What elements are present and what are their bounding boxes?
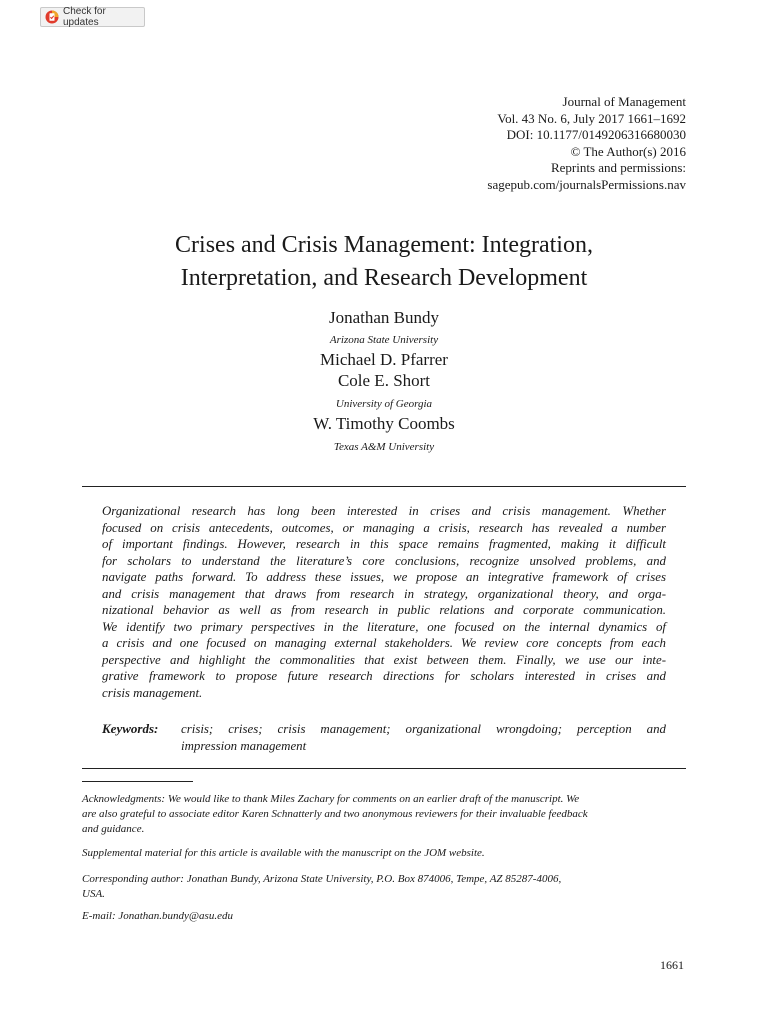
title-line: Crises and Crisis Management: Integration, [175, 232, 593, 258]
footnote-email-link[interactable]: E-mail: Jonathan.bundy@asu.edu [82, 910, 233, 922]
page-number: 1661 [660, 958, 684, 972]
abstract-line: focused on crisis antecedents, outcomes, or managing a crisis, research has revealed a number [102, 520, 666, 535]
article-title [0, 229, 768, 295]
footnote-line: Acknowledgments: We would like to thank Miles Zachary for comments on an earlier draft of the manuscript. We [82, 793, 580, 805]
abstract-line: of important findings. However, research in this space remains fragmented, making it difficult [102, 537, 666, 551]
abstract-line: nizational behavior as well as from research in public relations and corporate communication. [102, 603, 666, 617]
author-name: Jonathan Bundy [328, 308, 440, 327]
journal-volume: Vol. 43 No. 6, July 2017 1661–1692 [497, 110, 686, 126]
footnote-line: Supplemental material for this article is available with the manuscript on the JOM website. [82, 847, 485, 859]
journal-doi: DOI: 10.1177/0149206316680030 [506, 127, 686, 142]
abstract-line: crisis management. [102, 685, 203, 700]
footnote-line: USA. [82, 888, 105, 900]
author-affiliation: Texas A&M University [333, 441, 435, 453]
abstract-top-rule [82, 486, 686, 487]
footnote-supplemental [82, 846, 686, 861]
abstract-line: perspective and highlight the commonalities that exist between them. Finally, we use our inte- [102, 652, 666, 667]
abstract-line: a crisis and one focused on managing external stakeholders. We review core concepts from each [102, 636, 666, 650]
footnote-line: are also grateful to associate editor Karen Schnatterly and two anonymous reviewers for their invaluable feedback [82, 808, 588, 820]
keywords-label: Keywords: [102, 721, 159, 736]
footnote-corresponding-author [82, 872, 686, 902]
author-affiliation: Arizona State University [329, 334, 439, 346]
abstract-bottom-rule [82, 768, 686, 769]
journal-name: Journal of Management [562, 94, 686, 109]
abstract-line: grative framework to propose future research directions for scholars interested in crises and [102, 669, 666, 683]
author-name: Michael D. Pfarrer [320, 350, 448, 369]
footnote-email [82, 909, 686, 924]
author-name: W. Timothy Coombs [313, 414, 455, 433]
keywords-text [181, 721, 666, 754]
journal-reprints: Reprints and permissions: [550, 160, 686, 175]
journal-copyright: © The Author(s) 2016 [570, 143, 686, 159]
abstract [102, 503, 666, 701]
footnote-line: Corresponding author: Jonathan Bundy, Arizona State University, P.O. Box 874006, Tempe, AZ 85287-4006, [82, 873, 562, 885]
journal-permissions-link[interactable]: sagepub.com/journalsPermissions.nav [487, 176, 686, 192]
abstract-line: for scholars to understand the literature’s core conclusions, recognize unsolved problems, and [102, 553, 666, 568]
keywords-line: crisis; crises; crisis management; organizational wrongdoing; perception and [181, 722, 666, 736]
check-for-updates-icon [45, 10, 59, 24]
footnote-rule [82, 781, 193, 782]
title-line: Interpretation, and Research Development [180, 265, 588, 291]
check-for-updates-button[interactable] [40, 7, 145, 27]
abstract-line: navigate paths forward. To address these issues, we propose an integrative framework of crises [102, 570, 666, 584]
author-affiliation: University of Georgia [335, 398, 433, 410]
author-name: Cole E. Short [337, 371, 431, 390]
journal-info [487, 94, 686, 193]
footnote-acknowledgments [82, 792, 686, 837]
check-for-updates-label: Check for updates [63, 6, 106, 28]
keywords-line: impression management [181, 738, 307, 753]
abstract-line: We identify two primary perspectives in the literature, one focused on the internal dynamics of [102, 619, 666, 634]
abstract-line: and crisis management that draws from research in strategy, organizational theory, and orga- [102, 586, 666, 601]
abstract-line: Organizational research has long been interested in crises and crisis management. Whether [102, 504, 666, 518]
footnote-line: and guidance. [82, 823, 145, 835]
